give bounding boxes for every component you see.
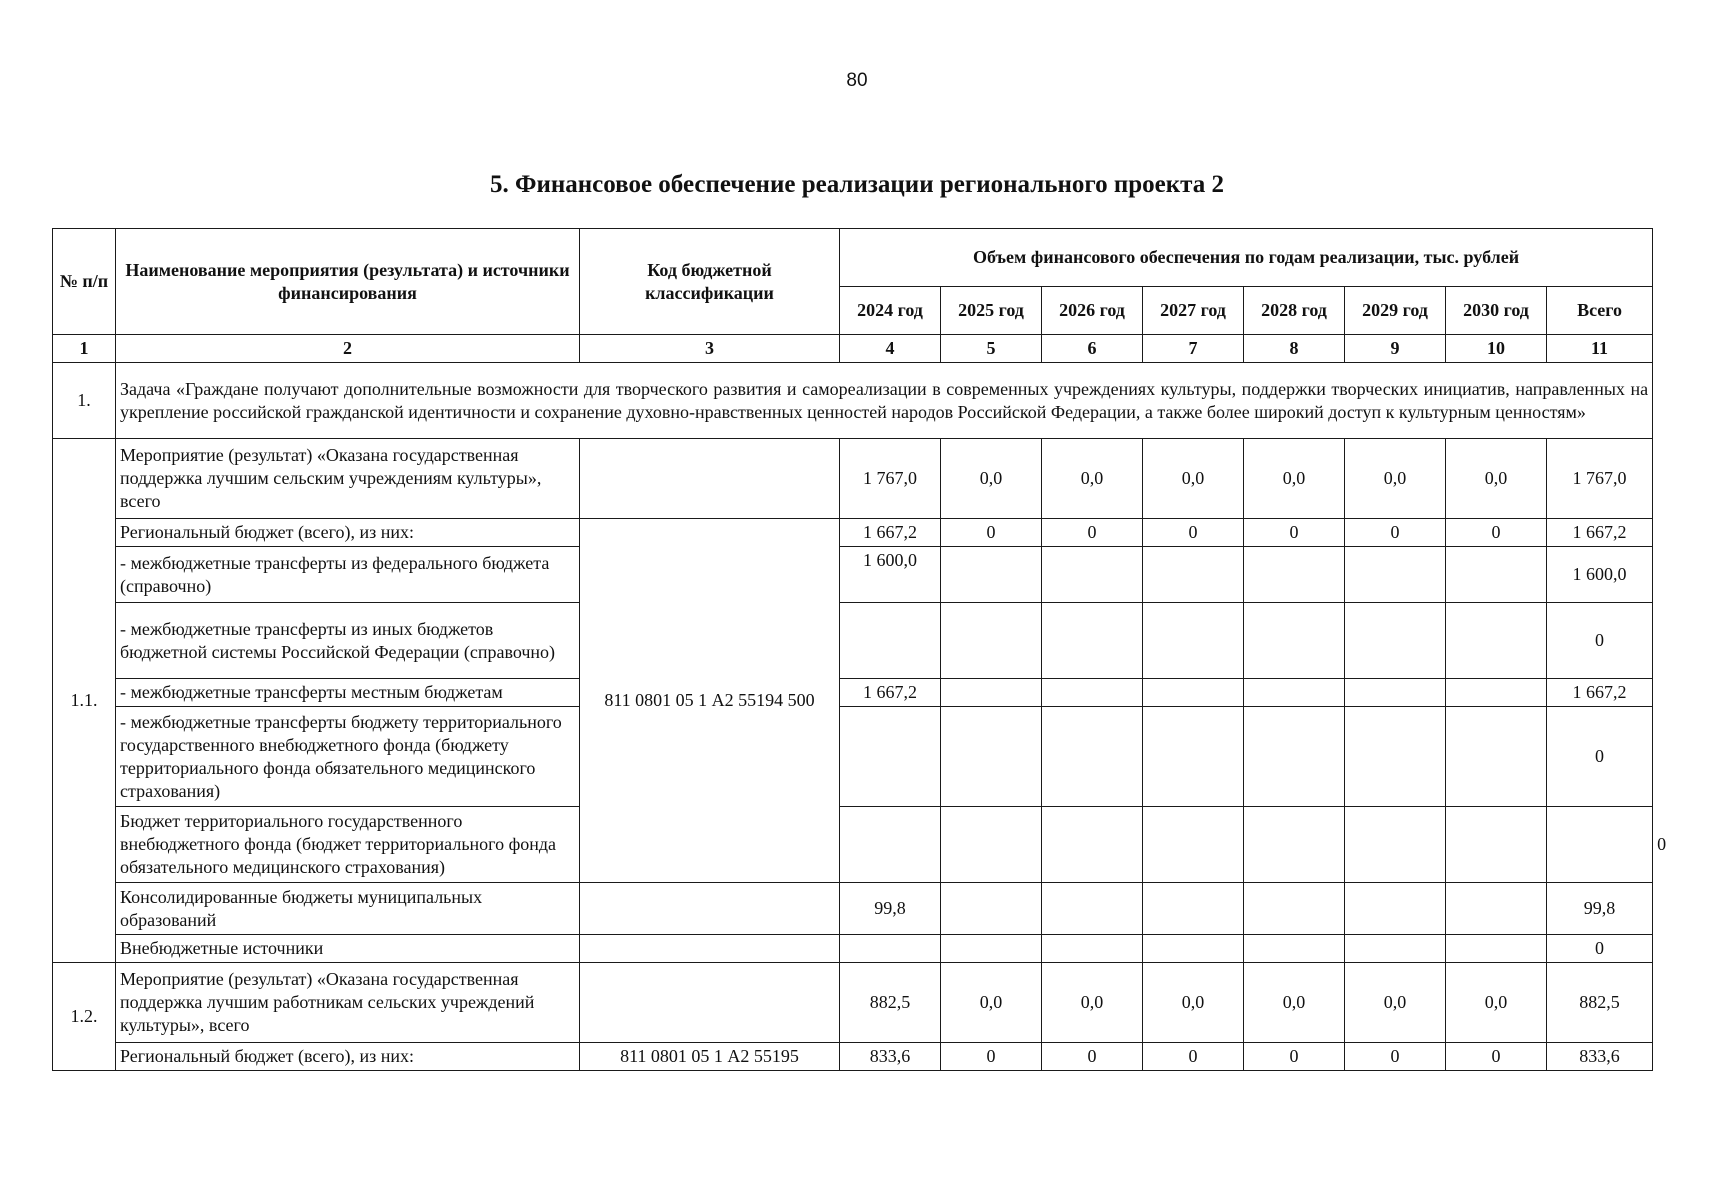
value-cell bbox=[1042, 679, 1143, 707]
column-number: 10 bbox=[1446, 335, 1547, 363]
value-cell bbox=[1244, 679, 1345, 707]
column-number: 9 bbox=[1345, 335, 1446, 363]
item-number: 1.1. bbox=[53, 439, 116, 963]
table-row: Бюджет территориального государственного внебюджетного фонда (бюджет территориального фонда обязательного медицинского страхования) 0 bbox=[53, 807, 1653, 883]
value-cell bbox=[941, 707, 1042, 807]
value-cell bbox=[1345, 883, 1446, 935]
value-cell bbox=[1244, 883, 1345, 935]
value-cell: 882,5 bbox=[840, 963, 941, 1043]
value-cell: 0,0 bbox=[1042, 439, 1143, 519]
header-name: Наименование мероприятия (результата) и источники финансирования bbox=[116, 229, 580, 335]
budget-code: 811 0801 05 1 А2 55194 500 bbox=[580, 519, 840, 883]
table-row bbox=[53, 963, 1653, 1043]
column-number: 11 bbox=[1547, 335, 1653, 363]
value-cell: 0,0 bbox=[941, 963, 1042, 1043]
value-cell bbox=[1042, 883, 1143, 935]
value-cell bbox=[1042, 935, 1143, 963]
value-cell: 1 767,0 bbox=[840, 439, 941, 519]
value-cell bbox=[1143, 807, 1244, 883]
value-cell bbox=[840, 707, 941, 807]
value-cell bbox=[1244, 935, 1345, 963]
value-cell: 0 bbox=[1446, 519, 1547, 547]
value-cell: 0 bbox=[1446, 1043, 1547, 1071]
table-row bbox=[53, 679, 1653, 707]
value-cell: 0,0 bbox=[1446, 439, 1547, 519]
total-cell: 0 bbox=[1547, 707, 1653, 807]
total-cell: 1 600,0 bbox=[1547, 547, 1653, 603]
total-cell: 0 bbox=[1547, 603, 1653, 679]
column-number: 8 bbox=[1244, 335, 1345, 363]
header-code: Код бюджетной классификации bbox=[580, 229, 840, 335]
column-number: 5 bbox=[941, 335, 1042, 363]
value-cell bbox=[1345, 807, 1446, 883]
header-volume: Объем финансового обеспечения по годам реализации, тыс. рублей bbox=[840, 229, 1653, 287]
value-cell: 0 bbox=[1244, 519, 1345, 547]
value-cell: 0,0 bbox=[1244, 439, 1345, 519]
row-name: - межбюджетные трансферты местным бюджетам bbox=[116, 679, 580, 707]
header-year: 2024 год bbox=[840, 287, 941, 335]
value-cell bbox=[941, 679, 1042, 707]
value-cell: 0 bbox=[941, 519, 1042, 547]
row-name: Региональный бюджет (всего), из них: bbox=[116, 519, 580, 547]
value-cell bbox=[1244, 807, 1345, 883]
column-number: 3 bbox=[580, 335, 840, 363]
value-cell bbox=[1446, 707, 1547, 807]
column-numbers-row bbox=[53, 335, 1653, 363]
header-year: 2027 год bbox=[1143, 287, 1244, 335]
header-year: 2026 год bbox=[1042, 287, 1143, 335]
total-cell: 0 bbox=[1547, 935, 1653, 963]
value-cell bbox=[1143, 679, 1244, 707]
total-cell: 1 767,0 bbox=[1547, 439, 1653, 519]
task-number: 1. bbox=[53, 363, 116, 439]
value-cell: 0,0 bbox=[1143, 963, 1244, 1043]
row-name: - межбюджетные трансферты из иных бюджетов бюджетной системы Российской Федерации (справочно) bbox=[116, 603, 580, 679]
value-cell: 0,0 bbox=[1345, 439, 1446, 519]
code-cell bbox=[840, 807, 941, 883]
row-name: Консолидированные бюджеты муниципальных образований bbox=[116, 883, 580, 935]
value-cell bbox=[1042, 547, 1143, 603]
value-cell: 0 bbox=[1143, 519, 1244, 547]
value-cell bbox=[1345, 935, 1446, 963]
column-number: 4 bbox=[840, 335, 941, 363]
value-cell bbox=[1345, 707, 1446, 807]
code-cell bbox=[580, 439, 840, 519]
value-cell: 0 bbox=[1042, 519, 1143, 547]
section-title: 5. Финансовое обеспечение реализации регионального проекта 2 bbox=[489, 171, 1225, 198]
value-cell bbox=[840, 603, 941, 679]
row-name: Региональный бюджет (всего), из них: bbox=[116, 1043, 580, 1071]
value-cell: 0 bbox=[1042, 1043, 1143, 1071]
table-row bbox=[53, 547, 1653, 603]
code-cell bbox=[580, 883, 840, 935]
financing-table bbox=[52, 228, 1667, 1071]
value-cell: 0,0 bbox=[941, 439, 1042, 519]
header-total: Всего bbox=[1547, 287, 1653, 335]
table-row bbox=[53, 883, 1653, 935]
value-cell: 0 bbox=[1345, 1043, 1446, 1071]
value-cell bbox=[941, 547, 1042, 603]
value-cell bbox=[1446, 547, 1547, 603]
value-cell bbox=[1345, 603, 1446, 679]
table-row bbox=[53, 519, 1653, 547]
task-text: Задача «Граждане получают дополнительные возможности для творческого развития и самореализации в современных учреждениях культуры, поддержки творческих инициатив, направленных на укрепление российской гражданской идентичности и сохранение духовно-нравственных ценностей народов Российской Федерации, а также более широкий доступ к культурным ценностям» bbox=[116, 363, 1653, 439]
value-cell: 833,6 bbox=[840, 1043, 941, 1071]
total-cell: 1 667,2 bbox=[1547, 679, 1653, 707]
value-cell bbox=[1547, 807, 1653, 883]
total-cell: 882,5 bbox=[1547, 963, 1653, 1043]
item-number: 1.2. bbox=[53, 963, 116, 1071]
value-cell bbox=[1244, 707, 1345, 807]
value-cell: 0 bbox=[1143, 1043, 1244, 1071]
total-cell: 833,6 bbox=[1547, 1043, 1653, 1071]
table-row bbox=[53, 935, 1653, 963]
value-cell bbox=[941, 935, 1042, 963]
value-cell: 1 667,2 bbox=[840, 679, 941, 707]
value-cell: 0,0 bbox=[1143, 439, 1244, 519]
column-number: 2 bbox=[116, 335, 580, 363]
row-name: Бюджет территориального государственного внебюджетного фонда (бюджет территориального фонда обязательного медицинского страхования) bbox=[116, 807, 580, 883]
budget-code: 811 0801 05 1 А2 55195 bbox=[580, 1043, 840, 1071]
value-cell bbox=[941, 883, 1042, 935]
row-name: Мероприятие (результат) «Оказана государственная поддержка лучшим сельским учреждениям культуры», всего bbox=[116, 439, 580, 519]
value-cell bbox=[1042, 807, 1143, 883]
column-number: 6 bbox=[1042, 335, 1143, 363]
value-cell bbox=[1345, 679, 1446, 707]
value-cell bbox=[1446, 679, 1547, 707]
total-cell: 99,8 bbox=[1547, 883, 1653, 935]
budget-code bbox=[580, 963, 840, 1043]
header-year: 2030 год bbox=[1446, 287, 1547, 335]
value-cell bbox=[1446, 935, 1547, 963]
value-cell bbox=[1042, 707, 1143, 807]
value-cell bbox=[1345, 547, 1446, 603]
value-cell bbox=[1446, 807, 1547, 883]
value-cell bbox=[840, 935, 941, 963]
table-row bbox=[53, 1043, 1653, 1071]
value-cell: 0,0 bbox=[1244, 963, 1345, 1043]
header-year: 2028 год bbox=[1244, 287, 1345, 335]
task-row bbox=[53, 363, 1653, 439]
value-cell: 1 600,0 bbox=[840, 547, 941, 603]
value-cell bbox=[1244, 547, 1345, 603]
header-year: 2029 год bbox=[1345, 287, 1446, 335]
value-cell: 99,8 bbox=[840, 883, 941, 935]
value-cell: 0,0 bbox=[1446, 963, 1547, 1043]
column-number: 7 bbox=[1143, 335, 1244, 363]
row-name: - межбюджетные трансферты бюджету территориального государственного внебюджетного фонда (бюджету территориального фонда обязательного медицинского страхования) bbox=[116, 707, 580, 807]
value-cell bbox=[941, 807, 1042, 883]
value-cell bbox=[1244, 603, 1345, 679]
value-cell: 0 bbox=[1244, 1043, 1345, 1071]
table-row bbox=[53, 707, 1653, 807]
table-row bbox=[53, 439, 1653, 519]
value-cell bbox=[1143, 547, 1244, 603]
table-row bbox=[53, 603, 1653, 679]
code-cell bbox=[580, 935, 840, 963]
header-year: 2025 год bbox=[941, 287, 1042, 335]
total-cell: 1 667,2 bbox=[1547, 519, 1653, 547]
value-cell bbox=[941, 603, 1042, 679]
value-cell: 0 bbox=[941, 1043, 1042, 1071]
header-no: № п/п bbox=[53, 229, 116, 335]
value-cell: 0,0 bbox=[1042, 963, 1143, 1043]
row-name: Внебюджетные источники bbox=[116, 935, 580, 963]
value-cell bbox=[1446, 883, 1547, 935]
column-number: 1 bbox=[53, 335, 116, 363]
value-cell bbox=[1143, 883, 1244, 935]
value-cell: 0,0 bbox=[1345, 963, 1446, 1043]
value-cell bbox=[1143, 707, 1244, 807]
value-cell: 1 667,2 bbox=[840, 519, 941, 547]
page-number: 80 bbox=[846, 70, 868, 91]
row-name: Мероприятие (результат) «Оказана государственная поддержка лучшим работникам сельских учреждений культуры», всего bbox=[116, 963, 580, 1043]
value-cell bbox=[1042, 603, 1143, 679]
value-cell bbox=[1446, 603, 1547, 679]
value-cell: 0 bbox=[1345, 519, 1446, 547]
value-cell bbox=[1143, 603, 1244, 679]
row-name: - межбюджетные трансферты из федерального бюджета (справочно) bbox=[116, 547, 580, 603]
value-cell bbox=[1143, 935, 1244, 963]
